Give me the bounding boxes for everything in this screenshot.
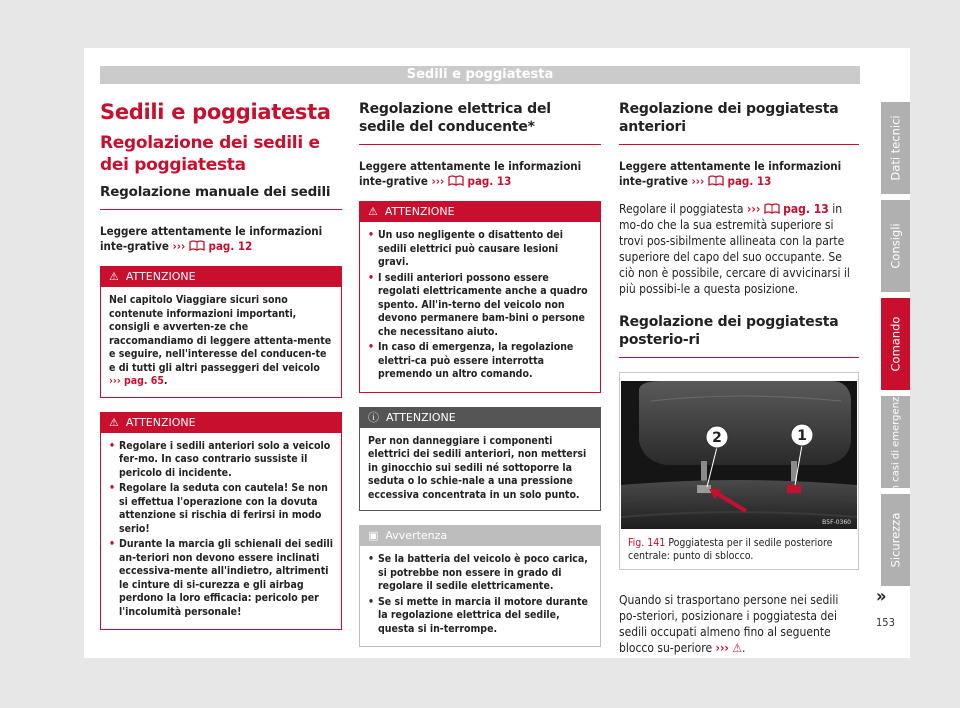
tab-label: Comando <box>888 316 903 372</box>
intro-text: Leggere attentamente le informazioni inte-grative <box>359 159 582 188</box>
warning-title: ATTENZIONE <box>125 415 196 429</box>
note-list <box>360 546 600 646</box>
figure-marker-1: 1 <box>797 428 807 444</box>
tab-dati-tecnici[interactable] <box>881 102 910 194</box>
headrest-photo <box>621 381 857 529</box>
warning-box <box>359 201 601 393</box>
chapter-tabs <box>881 102 910 592</box>
warning-icon: ⚠ <box>732 641 742 655</box>
list-item <box>368 553 592 594</box>
caution-text: Per non danneggiare i componenti elettrici dei sedili anteriori, non mettersi in ginocchio sui sedili né sottoporre la seduta o lo schie-nale a una pressione eccessiva concentrata in un solo punto. <box>368 434 587 501</box>
figure-caption <box>620 529 858 569</box>
bullet-icon: • <box>368 341 375 353</box>
note-icon: ▣ <box>368 529 379 542</box>
page-reference-link[interactable]: pag. 12 <box>208 239 253 253</box>
intro-paragraph <box>359 159 601 189</box>
caution-header <box>360 408 600 428</box>
paragraph-text: in mo-do che la sua estremità superiore si trovi pos-sibilmente allineata con la parte superiore del capo del suo occupante. Se ciò non è possibile, cercare di avvicinarsi il più possibi-le a questa posizione. <box>619 202 850 296</box>
list-item-text: Se si mette in marcia il motore durante la regolazione elettrica del sedile, questa si in-terrompe. <box>378 595 588 635</box>
warning-title: ATTENZIONE <box>125 270 196 283</box>
tab-label: Sicurezza <box>888 512 903 568</box>
page-reference-link[interactable]: pag. 13 <box>727 174 772 188</box>
bullet-icon: • <box>109 482 116 494</box>
subsection-title: Regolazione elettrica del sedile del conducente* <box>359 100 601 145</box>
punctuation: . <box>742 641 746 655</box>
figure-label: Fig. 141 <box>628 537 666 549</box>
bullet-icon: • <box>109 439 116 452</box>
note-box <box>359 525 601 647</box>
tab-consigli[interactable] <box>881 200 910 292</box>
book-icon <box>448 175 464 186</box>
tab-label: In casi di emergenza <box>890 390 902 494</box>
list-item <box>368 272 592 340</box>
body-paragraph <box>619 592 859 656</box>
warning-body: Nel capitolo Viaggiare sicuri sono contenute informazioni importanti, consigli e avverten-ze che raccomandiamo di leggere attenta-mente e seguire, nell'interesse del conducen-te e di tutti gli altri passeggeri del veicolo <box>109 294 332 374</box>
list-item <box>109 482 333 536</box>
column-middle <box>359 96 601 647</box>
list-item <box>109 440 333 481</box>
warning-box <box>100 412 342 631</box>
bullet-icon: • <box>109 538 116 550</box>
book-icon <box>189 240 205 251</box>
intro-paragraph <box>100 224 342 254</box>
page-number: 153 <box>876 616 895 629</box>
punctuation: . <box>163 375 168 387</box>
note-header <box>360 526 600 546</box>
subsection-title: Regolazione manuale dei sedili <box>100 184 342 210</box>
bullet-icon: • <box>368 553 375 565</box>
column-right <box>619 96 859 656</box>
figure-marker-2: 2 <box>712 430 722 446</box>
list-item <box>109 538 333 619</box>
list-item-text: Un uso negligente o disattento dei sedili elettrici può causare lesioni gravi. <box>378 229 563 268</box>
warning-header <box>101 413 341 433</box>
subsection-title: Regolazione dei poggiatesta anteriori <box>619 100 859 145</box>
ref-arrows: ››› <box>746 202 761 216</box>
intro-text: Leggere attentamente le informazioni inte-grative <box>100 224 323 253</box>
running-header: Sedili e poggiatesta <box>100 66 860 84</box>
info-circle-icon: ⓘ <box>368 410 379 424</box>
figure <box>619 372 859 570</box>
paragraph-text: Quando si trasportano persone nei sedili po-steriori, posizionare i poggiatesta dei sedili occupati almeno fino al seguente blocco su-periore <box>619 593 839 655</box>
list-item-text: In caso di emergenza, la regolazione elettri-ca può essere interrotta premendo un altro comando. <box>378 341 574 380</box>
section-title: Regolazione dei sedili e dei poggiatesta <box>100 133 320 175</box>
ref-arrows: ››› <box>691 174 705 188</box>
tab-label: Consigli <box>888 223 903 269</box>
ref-arrows: ››› <box>172 239 186 253</box>
warning-list <box>360 222 600 392</box>
list-item-text: Se la batteria del veicolo è poco carica, si potrebbe non essere in grado di regolare il sedile elettricamente. <box>378 553 588 592</box>
chapter-title: Sedili e poggiatesta <box>100 100 331 124</box>
warning-header <box>101 267 341 287</box>
tab-label: Dati tecnici <box>888 115 903 181</box>
warning-icon: ⚠ <box>109 415 119 429</box>
list-item <box>368 596 592 637</box>
warning-list <box>101 433 341 630</box>
book-icon <box>764 203 780 214</box>
page-reference-link[interactable]: pag. 13 <box>467 174 512 188</box>
list-item <box>368 229 592 270</box>
bullet-icon: • <box>368 271 375 284</box>
paragraph-text: Regolare il poggiatesta <box>619 202 744 216</box>
subsection-title: Regolazione dei poggiatesta posterio-ri <box>619 313 859 358</box>
figure-caption-text: Poggiatesta per il sedile posteriore centrale: punto di sblocco. <box>628 537 833 562</box>
continue-marker: » <box>876 586 887 607</box>
ref-arrows: ››› <box>431 174 445 188</box>
ref-arrows: ››› <box>715 641 729 655</box>
list-item-text: Regolare la seduta con cautela! Se non si effettua l'operazione con la dovuta attenzione si rischia di ferirsi in modo serio! <box>119 482 328 535</box>
list-item-text: Regolare i sedili anteriori solo a veicolo fer-mo. In caso contrario sussiste il pericolo di incidente. <box>119 439 331 479</box>
column-left <box>100 96 342 644</box>
ref-arrows: ››› <box>109 375 121 387</box>
caution-box <box>359 407 601 512</box>
warning-text <box>101 287 341 397</box>
intro-text: Leggere attentamente le informazioni inte-grative <box>619 159 842 188</box>
body-paragraph <box>619 201 859 297</box>
warning-icon: ⚠ <box>368 205 378 218</box>
warning-header <box>360 202 600 222</box>
bullet-icon: • <box>368 595 375 608</box>
tab-emergenza[interactable] <box>881 390 910 494</box>
page-reference-link[interactable]: pag. 13 <box>783 202 829 216</box>
list-item <box>368 341 592 382</box>
warning-box <box>100 266 342 398</box>
warning-icon: ⚠ <box>109 270 119 283</box>
bullet-icon: • <box>368 229 375 241</box>
figure-code: B5F-0360 <box>822 519 851 526</box>
list-item-text: Durante la marcia gli schienali dei sedili an-teriori non devono essere inclinati eccessiva-mente all'indietro, altrimenti le cinture di si-curezza e gli airbag perdono la loro efficacia: pericolo per l'incolumità personale! <box>119 538 333 618</box>
list-item-text: I sedili anteriori possono essere regolati elettricamente anche a quadro spento. All'in-terno del veicolo non devono permanere bam-bini o persone che necessitano aiuto. <box>378 271 588 338</box>
note-title: Avvertenza <box>385 529 448 542</box>
caution-title: ATTENZIONE <box>386 410 456 424</box>
book-icon <box>708 175 724 186</box>
headrest-illustration <box>621 381 857 529</box>
page-reference-link[interactable]: pag. 65 <box>123 375 164 387</box>
intro-paragraph <box>619 159 859 189</box>
tab-sicurezza[interactable] <box>881 494 910 586</box>
warning-title: ATTENZIONE <box>384 205 455 218</box>
tab-comando[interactable] <box>881 298 910 390</box>
